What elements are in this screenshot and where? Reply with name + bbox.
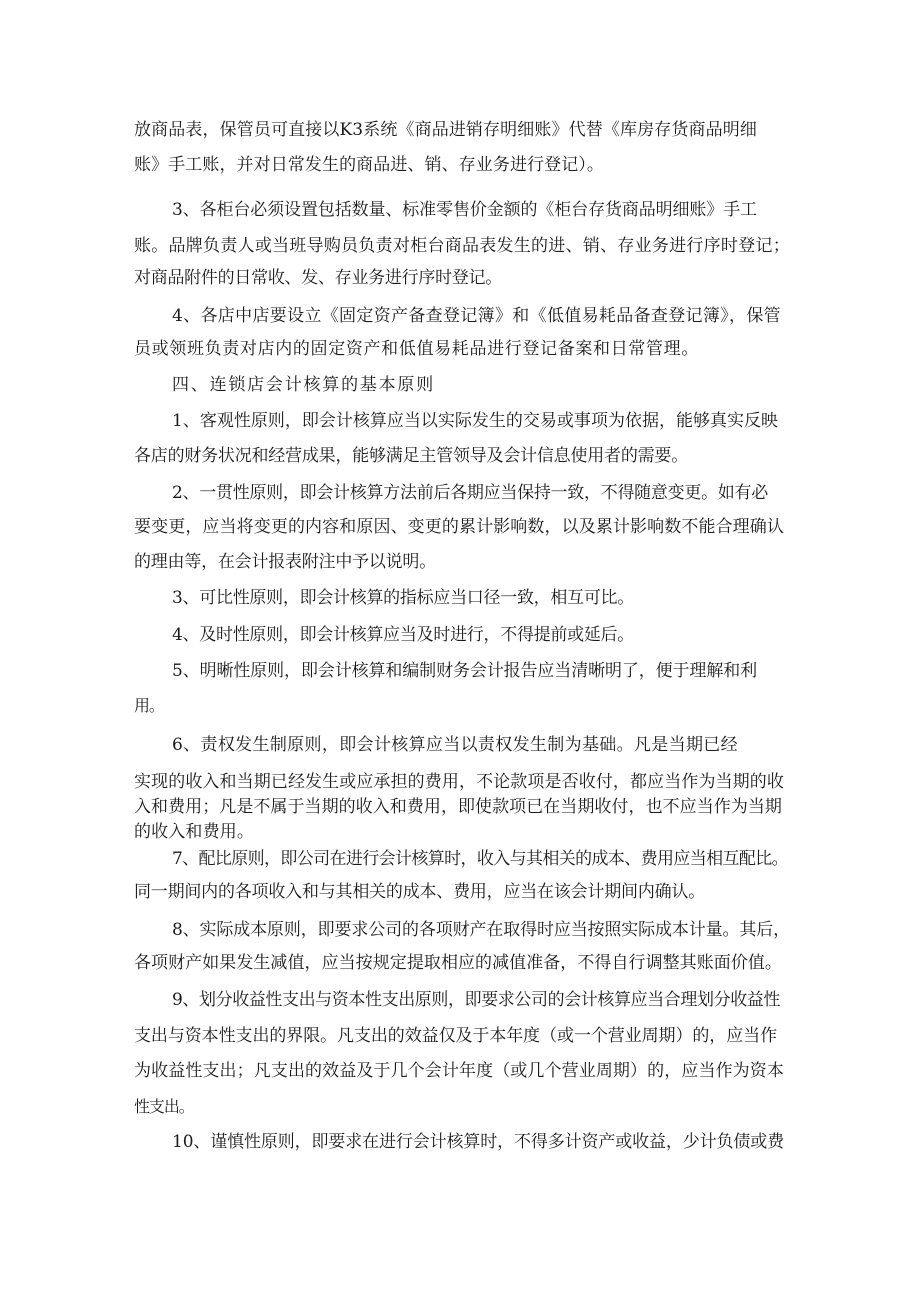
text-line: 的收入和费用。: [134, 822, 254, 842]
paragraph-8: 8、实际成本原则，即要求公司的各项财产在取得时应当按照实际成本计量。其后，: [172, 920, 790, 940]
paragraph-5: 5、明晰性原则，即会计核算和编制财务会计报告应当清晰明了，便于理解和利: [172, 661, 757, 681]
paragraph-7: 7、配比原则，即公司在进行会计核算时，收入与其相关的成本、费用应当相互配比。: [172, 849, 788, 869]
text-line: 实现的收入和当期已经发生或应承担的费用，不论款项是否收付，都应当作为当期的收: [134, 772, 784, 792]
text-line: 为收益性支出；凡支出的效益及于几个会计年度（或几个营业周期）的，应当作为资本: [134, 1061, 784, 1081]
text-line: 员或领班负责对店内的固定资产和低值易耗品进行登记备案和日常管理。: [134, 339, 699, 359]
text-line: 要变更，应当将变更的内容和原因、变更的累计影响数，以及累计影响数不能合理确认: [134, 517, 784, 537]
text-line: 账》手工账，并对日常发生的商品进、销、存业务进行登记）。: [134, 155, 604, 175]
text-line: 用。: [134, 696, 164, 715]
text-line: 对商品附件的日常收、发、存业务进行序时登记。: [134, 268, 502, 288]
paragraph-4: 4、各店中店要设立《固定资产备查登记簿》和《低值易耗品备查登记簿》，保管: [172, 306, 781, 326]
section-heading: 四、连锁店会计核算的基本原则: [172, 375, 435, 395]
text-line: 各项财产如果发生减值，应当按规定提取相应的减值准备，不得自行调整其账面价值。: [134, 953, 782, 973]
paragraph-6: 6、责权发生制原则，即会计核算应当以责权发生制为基础。凡是当期已经: [172, 735, 738, 755]
text-line: 性支出。: [134, 1097, 194, 1116]
paragraph-3: 3、各柜台必须设置包括数量、标准零售价金额的《柜台存货商品明细账》手工: [172, 200, 757, 220]
paragraph-9: 9、划分收益性支出与资本性支出原则，即要求公司的会计核算应当合理划分收益性: [172, 990, 780, 1010]
text-line: 支出与资本性支出的界限。凡支出的效益仅及于本年度（或一个营业周期）的，应当作: [134, 1026, 777, 1046]
text-line: 各店的财务状况和经营成果，能够满足主管领导及会计信息使用者的需要。: [134, 446, 688, 466]
text-line: 放商品表，保管员可直接以K3系统《商品进销存明细账》代替《库房存货商品明细: [134, 120, 757, 140]
paragraph-1: 1、客观性原则，即会计核算应当以实际发生的交易或事项为依据，能够真实反映: [172, 411, 778, 431]
paragraph-3-comparability: 3、可比性原则，即会计核算的指标应当口径一致，相互可比。: [172, 588, 634, 608]
paragraph-10: 10、谨慎性原则，即要求在进行会计核算时，不得多计资产或收益，少计负债或费: [172, 1132, 784, 1152]
text-line: 账。品牌负责人或当班导购员负责对柜台商品表发生的进、销、存业务进行序时登记；: [134, 236, 790, 256]
text-line: 同一期间内的各项收入和与其相关的成本、费用，应当在该会计期间内确认。: [134, 882, 705, 902]
paragraph-4-timeliness: 4、及时性原则，即会计核算应当及时进行，不得提前或延后。: [172, 625, 634, 645]
text-line: 的理由等，在会计报表附注中予以说明。: [134, 552, 436, 572]
paragraph-2: 2、一贯性原则，即会计核算方法前后各期应当保持一致，不得随意变更。如有必: [172, 483, 768, 503]
text-line: 入和费用；凡是不属于当期的收入和费用，即使款项已在当期收付，也不应当作为当期: [134, 797, 782, 817]
